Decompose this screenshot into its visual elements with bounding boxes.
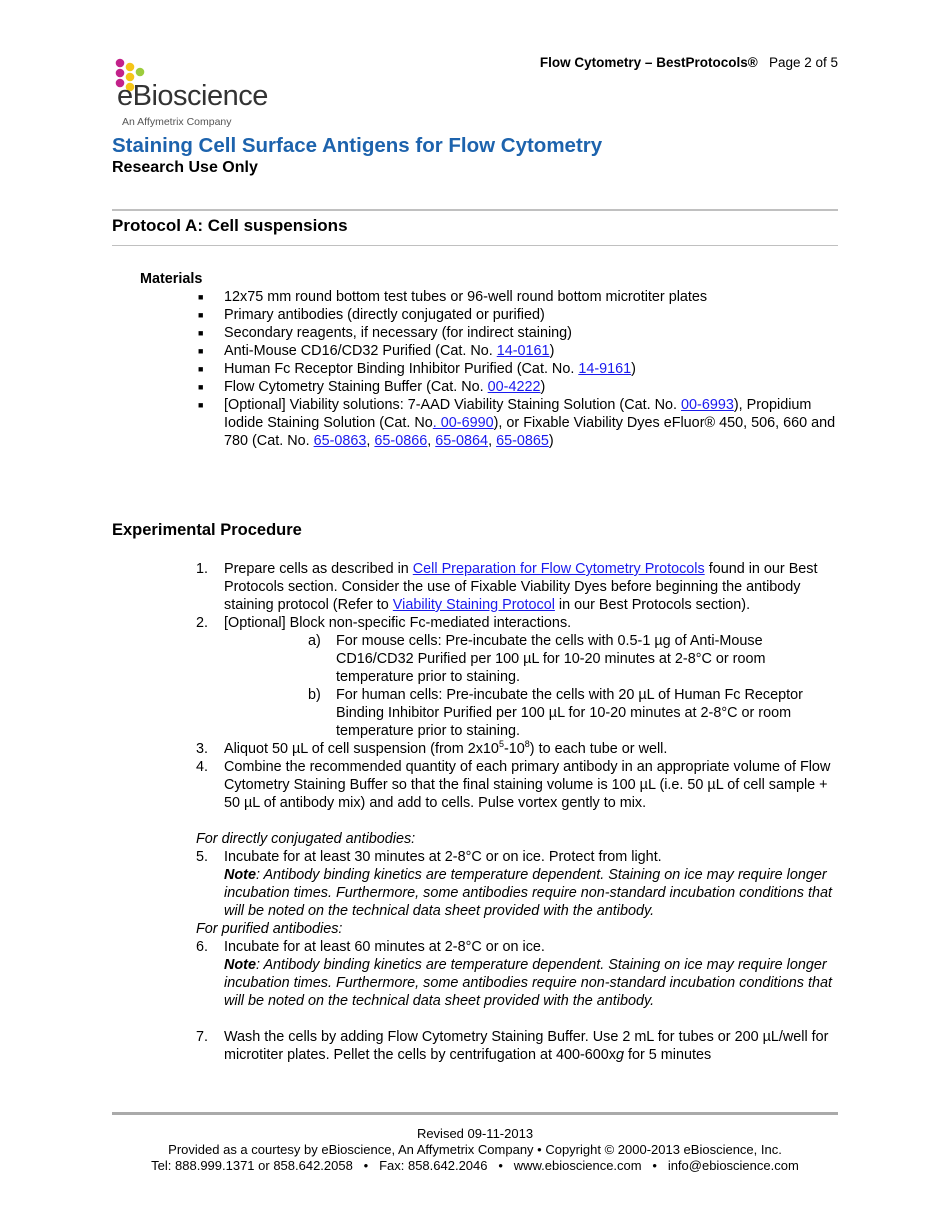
materials-list <box>198 288 838 450</box>
substep-a <box>308 632 838 686</box>
materials-heading: Materials <box>140 271 203 287</box>
catalog-link[interactable]: . 00-6990 <box>432 415 494 431</box>
list-item: ■ Secondary reagents, if necessary (for indirect staining) <box>198 325 572 341</box>
step-text: g <box>615 1047 624 1063</box>
ebioscience-logo <box>112 58 312 133</box>
step-number: 4. <box>196 759 209 775</box>
copyright: Provided as a courtesy by eBioscience, An Affymetrix Company • Copyright © 2000-2013 eBioscience, Inc. <box>168 1142 782 1157</box>
sep: , <box>488 433 497 449</box>
contact-info: Tel: 888.999.1371 or 858.642.2058 • Fax: 858.642.2046 • www.ebioscience.com • info@ebioscience.com <box>151 1158 799 1173</box>
section-heading: Protocol A: Cell suspensions <box>112 216 348 235</box>
item-text: 12x75 mm round bottom test tubes or 96-well round bottom microtiter plates <box>224 289 708 305</box>
item-text: ) <box>549 343 555 359</box>
procedure-steps <box>196 560 838 1064</box>
step-number: 1. <box>196 561 209 577</box>
catalog-link[interactable]: 65-0866 <box>374 433 428 449</box>
step-number: 6. <box>196 939 209 955</box>
note-text: : Antibody binding kinetics are temperature dependent. Staining on ice may require longer incubation times. Furthermore, some antibodies require non-standard incubation conditions that will be noted on the technical data sheet provided with the antibody. <box>224 957 832 1009</box>
revised-date: Revised 09-11-2013 <box>416 1126 534 1141</box>
direct-antibodies-intro: For directly conjugated antibodies: <box>196 831 416 847</box>
step-text: Incubate for at least 30 minutes at 2-8°C or on ice. Protect from light. <box>224 849 662 865</box>
substep-text: For mouse cells: Pre-incubate the cells with 0.5-1 µg of Anti-Mouse CD16/CD32 Purified per 100 µL for 10-20 minutes at 2-8°C or room temperature prior to staining. <box>336 633 766 685</box>
step-3 <box>196 739 838 758</box>
step-text: Incubate for at least 60 minutes at 2-8°C or on ice. <box>224 939 545 955</box>
page-footer <box>0 1126 950 1174</box>
exponent: 8 <box>524 739 530 750</box>
item-text: Human Fc Receptor Binding Inhibitor Purified (Cat. No. <box>224 361 579 377</box>
step-6-note <box>224 956 838 1010</box>
list-item: ■ Primary antibodies (directly conjugated or purified) <box>198 307 545 323</box>
step-number: 2. <box>196 615 209 631</box>
catalog-link[interactable]: 14-9161 <box>578 361 632 377</box>
step-6 <box>196 938 838 956</box>
substep-text: For human cells: Pre-incubate the cells with 20 µL of Human Fc Receptor Binding Inhibitor Purified per 100 µL for 10-20 minutes at 2-8°C or room temperature prior to staining. <box>336 687 803 739</box>
item-text: [Optional] Viability solutions: 7-AAD Viability Staining Solution (Cat. No. <box>224 397 682 413</box>
substep-letter: a) <box>308 633 321 649</box>
item-text: Secondary reagents, if necessary (for indirect staining) <box>224 325 572 341</box>
item-text: ), or Fixable Viability Dyes eFluor® 450, 506, 660 and 780 (Cat. No. <box>224 415 836 449</box>
step-4 <box>196 758 838 812</box>
step-text: ) to each tube or well. <box>529 741 668 757</box>
step-number: 3. <box>196 741 209 757</box>
step-text: Aliquot 50 µL of cell suspension (from 2x10 <box>224 741 499 757</box>
note-text: : Antibody binding kinetics are temperature dependent. Staining on ice may require longer incubation times. Furthermore, some antibodies require non-standard incubation conditions that will be noted on the technical data sheet provided with the antibody. <box>224 867 832 919</box>
catalog-link[interactable]: 00-6993 <box>681 397 734 413</box>
step-text: in our Best Protocols section). <box>554 597 751 613</box>
step-number: 7. <box>196 1029 209 1045</box>
step-5-note <box>224 866 838 920</box>
sep: , <box>366 433 375 449</box>
step-text: found in our Best Protocols section. Consider the use of Fixable Viability Dyes before beginning the antibody staining protocol (Refer to <box>224 561 818 613</box>
list-item: ■ Flow Cytometry Staining Buffer (Cat. No. 00-4222) <box>198 379 546 395</box>
item-text: ) <box>631 361 636 377</box>
catalog-link[interactable]: 65-0865 <box>496 433 549 449</box>
step-number: 5. <box>196 849 209 865</box>
purified-antibodies-intro: For purified antibodies: <box>196 921 343 937</box>
sep: , <box>427 433 436 449</box>
cell-preparation-link[interactable]: Cell Preparation for Flow Cytometry Protocols <box>412 561 705 577</box>
exponent: 5 <box>498 739 504 750</box>
divider <box>112 245 838 246</box>
page-number: Page 2 of 5 <box>768 55 838 70</box>
item-text: Flow Cytometry Staining Buffer (Cat. No. <box>224 379 488 395</box>
step-text: for 5 minutes <box>623 1047 712 1063</box>
item-text: ), Propidium Iodide Staining Solution (Cat. No <box>224 397 812 431</box>
step-text: Prepare cells as described in <box>224 561 413 577</box>
step-text: [Optional] Block non-specific Fc-mediated interactions. <box>224 615 572 631</box>
list-item: ■ Human Fc Receptor Binding Inhibitor Purified (Cat. No. 14-9161) <box>198 361 636 377</box>
list-item: ■ [Optional] Viability solutions: 7-AAD Viability Staining Solution (Cat. No. 00-6993), Propidium Iodide Staining Solution (Cat. No. 00-6990), or Fixable Viability Dyes eFluor® 450, 506, 660 and 780 (Cat. No. 65-0863, 65-0866, 65-0864, 65-0865) <box>198 397 836 449</box>
note-label: Note <box>224 957 256 973</box>
list-item: ■ 12x75 mm round bottom test tubes or 96-well round bottom microtiter plates <box>198 289 708 305</box>
step-7 <box>196 1028 838 1064</box>
step-1 <box>196 560 838 614</box>
catalog-link[interactable]: 65-0864 <box>435 433 489 449</box>
page-header <box>540 55 838 70</box>
item-text: ) <box>540 379 546 395</box>
sep: ) <box>548 433 554 449</box>
logo-brand: eBioscience <box>117 80 268 112</box>
step-text: Wash the cells by adding Flow Cytometry Staining Buffer. Use 2 mL for tubes or 200 µL/well for microtiter plates. Pellet the cells by centrifugation at 400-600x <box>224 1029 829 1063</box>
divider <box>112 209 838 211</box>
step-2 <box>196 614 838 632</box>
procedure-heading: Experimental Procedure <box>112 521 302 539</box>
note-label: Note <box>224 867 256 883</box>
catalog-link[interactable]: 14-0161 <box>496 343 550 359</box>
substep-letter: b) <box>308 687 321 703</box>
item-text: Anti-Mouse CD16/CD32 Purified (Cat. No. <box>224 343 497 359</box>
substep-b <box>308 686 838 740</box>
catalog-link[interactable]: 65-0863 <box>313 433 367 449</box>
item-text: Primary antibodies (directly conjugated or purified) <box>224 307 545 323</box>
page-title: Staining Cell Surface Antigens for Flow Cytometry <box>112 134 603 157</box>
catalog-link[interactable]: 00-4222 <box>487 379 541 395</box>
doc-series: Flow Cytometry – BestProtocols® <box>539 55 758 70</box>
footer-divider <box>112 1112 838 1115</box>
page-subtitle: Research Use Only <box>112 159 258 176</box>
step-text: Combine the recommended quantity of each primary antibody in an appropriate volume of Flow Cytometry Staining Buffer so that the final staining volume is 100 µL (i.e. 50 µL of cell sample + 50 µL of antibody mix) and add to cells. Pulse vortex gently to mix. <box>224 759 831 811</box>
step-5 <box>196 848 838 866</box>
list-item: ■ Anti-Mouse CD16/CD32 Purified (Cat. No. 14-0161) <box>198 343 555 359</box>
logo-tagline: An Affymetrix Company <box>122 116 232 128</box>
step-text: -10 <box>503 741 525 757</box>
viability-protocol-link[interactable]: Viability Staining Protocol <box>392 597 555 613</box>
